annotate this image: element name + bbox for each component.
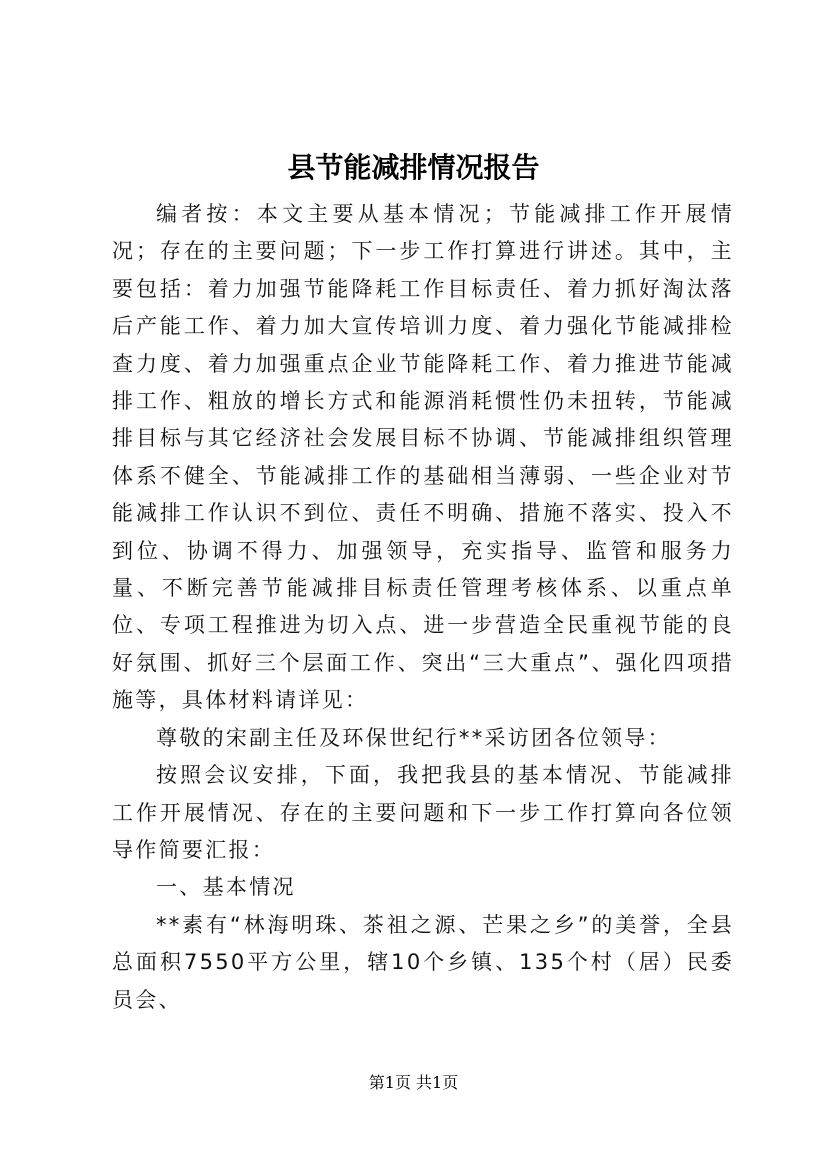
document-title: 县节能减排情况报告 [287, 151, 540, 184]
intro-paragraph: 按照会议安排，下面，我把我县的基本情况、节能减排工作开展情况、存在的主要问题和下一步工作打算向各位领导作简要汇报： [112, 763, 734, 862]
document-body [112, 196, 734, 1019]
editor-note-paragraph: 编者按：本文主要从基本情况；节能减排工作开展情况；存在的主要问题；下一步工作打算进行讲述。其中，主要包括：着力加强节能降耗工作目标责任、着力抓好淘汰落后产能工作、着力加大宣传培训力度、着力强化节能减排检查力度、着力加强重点企业节能降耗工作、着力推进节能减排工作、粗放的增长方式和能源消耗惯性仍未扭转，节能减排目标与其它经济社会发展目标不协调、节能减排组织管理体系不健全、节能减排工作的基础相当薄弱、一些企业对节能减排工作认识不到位、责任不明确、措施不落实、投入不到位、协调不得力、加强领导，充实指导、监管和服务力量、不断完善节能减排目标责任管理考核体系、以重点单位、专项工程推进为切入点、进一步营造全民重视节能的良好氛围、抓好三个层面工作、突出“三大重点”、强化四项措施等，具体材料请详见： [112, 202, 734, 713]
salutation-paragraph: 尊敬的宋副主任及环保世纪行**采访团各位领导： [156, 725, 671, 750]
section-heading-basic-info: 一、基本情况 [156, 875, 296, 900]
basic-info-paragraph: **素有“林海明珠、茶祖之源、芒果之乡”的美誉，全县总面积7550平方公里，辖10个乡镇、135个村（居）民委员会、 [112, 912, 734, 1012]
page-number-footer: 第1页 共1页 [368, 1073, 459, 1092]
